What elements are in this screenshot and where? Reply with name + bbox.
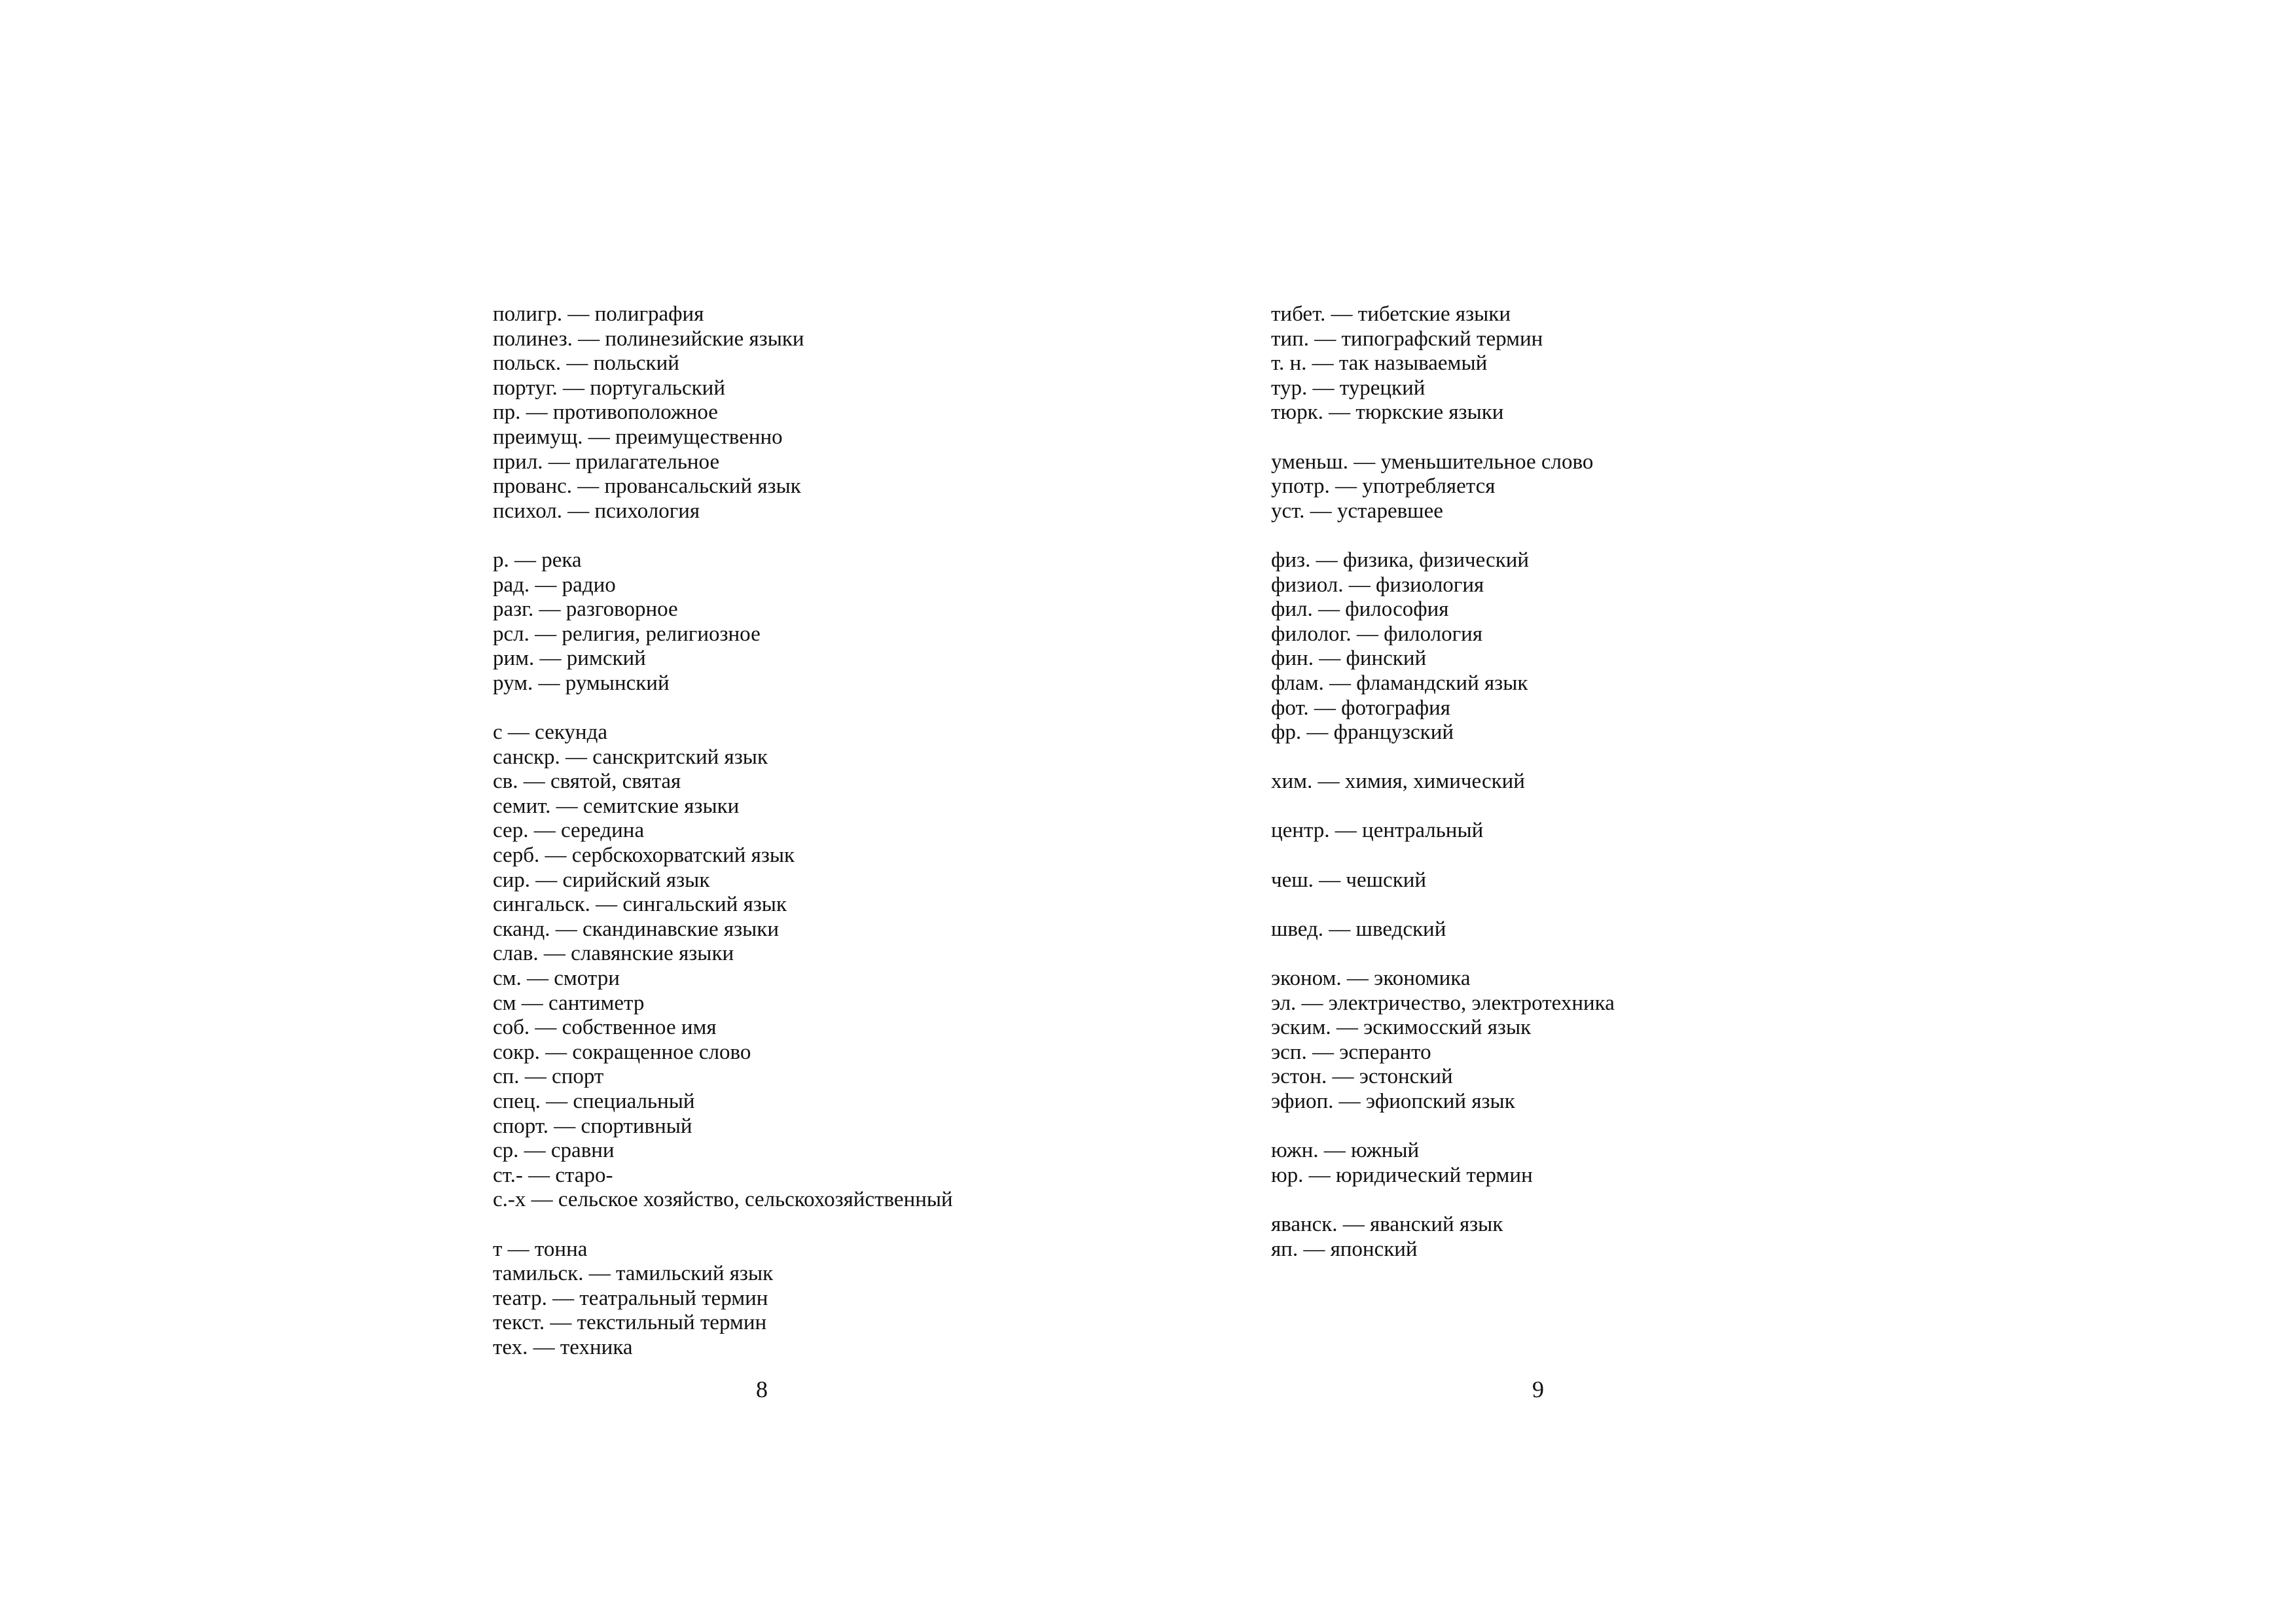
abbreviation-entry: серб. — сербскохорватский язык	[493, 844, 795, 868]
abbreviation-entry: эфиоп. — эфиопский язык	[1271, 1090, 1515, 1113]
abbreviation-entry: сп. — спорт	[493, 1065, 604, 1089]
abbreviation-group	[1271, 819, 1615, 844]
abbreviation-entry: рсл. — религия, религиозное	[493, 622, 761, 646]
abbreviation-group	[493, 1238, 953, 1361]
abbreviation-entry: полинез. — полинезийские языки	[493, 327, 804, 351]
abbreviation-group	[1271, 868, 1615, 893]
abbreviation-entry: швед. — шведский	[1271, 917, 1446, 941]
abbreviation-entry: эским. — эскимосский язык	[1271, 1016, 1532, 1040]
page-number: 9	[1532, 1376, 1544, 1402]
abbreviation-entry: пр. — противоположное	[493, 401, 718, 425]
abbreviation-entry: семит. — семитские языки	[493, 794, 740, 818]
abbreviation-entry: яванск. — яванский язык	[1271, 1212, 1503, 1236]
abbreviation-entry: рум. — румынский	[493, 671, 670, 695]
abbreviation-group	[493, 302, 953, 524]
abbreviation-entry: см. — смотри	[493, 967, 620, 991]
abbreviation-group	[1271, 302, 1615, 425]
abbreviation-entry: спорт. — спортивный	[493, 1114, 692, 1138]
abbreviation-entry: юр. — юридический термин	[1271, 1163, 1533, 1187]
abbreviation-entry: эконом. — экономика	[1271, 967, 1471, 991]
abbreviation-entry: т. н. — так называемый	[1271, 351, 1488, 376]
page-number: 8	[756, 1376, 768, 1402]
abbreviation-group	[1271, 1213, 1615, 1262]
abbreviation-entry: ср. — сравни	[493, 1139, 615, 1163]
abbreviation-group	[1271, 967, 1615, 1115]
abbreviation-entry: флам. — фламандский язык	[1271, 671, 1528, 695]
abbreviation-entry: португ. — португальский	[493, 376, 725, 400]
abbreviation-entry: прованс. — провансальский язык	[493, 474, 801, 499]
abbreviation-entry: преимущ. — преимущественно	[493, 425, 783, 449]
abbreviation-entry: центр. — центральный	[1271, 819, 1484, 843]
abbreviation-entry: рим. — римский	[493, 647, 646, 671]
abbreviation-entry: эл. — электричество, электротехника	[1271, 991, 1615, 1015]
right-page	[1148, 0, 2296, 1623]
abbreviation-group	[1271, 1139, 1615, 1188]
abbreviation-group	[1271, 918, 1615, 942]
abbreviation-entry: тибет. — тибетские языки	[1271, 302, 1511, 326]
abbreviation-entry: с — секунда	[493, 721, 608, 745]
abbreviation-entry: сканд. — скандинавские языки	[493, 917, 779, 941]
abbreviation-entry: соб. — собственное имя	[493, 1016, 717, 1040]
abbreviation-entry: р. — река	[493, 548, 582, 572]
abbreviation-entry: фр. — французский	[1271, 721, 1454, 745]
abbreviation-group	[493, 548, 953, 696]
abbreviation-entry: чеш. — чешский	[1271, 868, 1427, 892]
abbreviation-entry: физиол. — физиология	[1271, 573, 1484, 597]
abbreviation-entry: яп. — японский	[1271, 1237, 1418, 1261]
abbreviation-group	[493, 721, 953, 1213]
abbreviation-entry: филолог. — филология	[1271, 622, 1483, 646]
abbreviation-entry: текст. — текстильный термин	[493, 1311, 767, 1335]
abbreviation-entry: спец. — специальный	[493, 1090, 695, 1113]
abbreviation-entry: физ. — физика, физический	[1271, 548, 1530, 572]
abbreviation-entry: тур. — турецкий	[1271, 376, 1426, 400]
abbreviation-entry: т — тонна	[493, 1237, 588, 1261]
abbreviation-entry: психол. — психология	[493, 499, 700, 523]
abbreviation-entry: санскр. — санскритский язык	[493, 745, 768, 769]
abbreviation-entry: сингальск. — сингальский язык	[493, 893, 787, 917]
abbreviation-entry: уст. — устаревшее	[1271, 499, 1443, 523]
abbreviation-entry: театр. — театральный термин	[493, 1286, 768, 1310]
abbreviation-group	[1271, 450, 1615, 524]
abbreviation-entry: тюрк. — тюркские языки	[1271, 401, 1504, 425]
abbreviation-entry: уменьш. — уменьшительное слово	[1271, 450, 1594, 474]
abbreviation-list	[1271, 302, 1615, 1287]
abbreviation-entry: тип. — типографский термин	[1271, 327, 1543, 351]
abbreviation-entry: полигр. — полиграфия	[493, 302, 704, 326]
abbreviation-entry: сер. — середина	[493, 819, 645, 843]
abbreviation-entry: эсп. — эсперанто	[1271, 1040, 1431, 1064]
abbreviation-entry: эстон. — эстонский	[1271, 1065, 1453, 1089]
abbreviation-group	[1271, 770, 1615, 794]
abbreviation-group	[1271, 548, 1615, 745]
abbreviation-entry: употр. — употребляется	[1271, 474, 1496, 499]
abbreviation-entry: сир. — сирийский язык	[493, 868, 710, 892]
abbreviation-entry: ст.- — старо-	[493, 1163, 613, 1187]
abbreviation-list	[493, 302, 953, 1385]
abbreviation-entry: фин. — финский	[1271, 647, 1427, 671]
abbreviation-entry: сокр. — сокращенное слово	[493, 1040, 751, 1064]
abbreviation-entry: разг. — разговорное	[493, 597, 678, 622]
abbreviation-entry: польск. — польский	[493, 351, 679, 376]
abbreviation-entry: тех. — техника	[493, 1335, 633, 1359]
abbreviation-entry: фил. — философия	[1271, 597, 1449, 622]
abbreviation-entry: слав. — славянские языки	[493, 942, 734, 966]
abbreviation-entry: южн. — южный	[1271, 1139, 1420, 1163]
abbreviation-entry: фот. — фотография	[1271, 696, 1450, 720]
abbreviation-entry: тамильск. — тамильский язык	[493, 1262, 774, 1286]
abbreviation-entry: св. — святой, святая	[493, 770, 681, 794]
abbreviation-entry: рад. — радио	[493, 573, 616, 597]
abbreviation-entry: хим. — химия, химический	[1271, 770, 1525, 794]
abbreviation-entry: см — сантиметр	[493, 991, 645, 1015]
abbreviation-entry: прил. — прилагательное	[493, 450, 720, 474]
abbreviation-entry: с.-х — сельское хозяйство, сельскохозяйственный	[493, 1188, 953, 1212]
